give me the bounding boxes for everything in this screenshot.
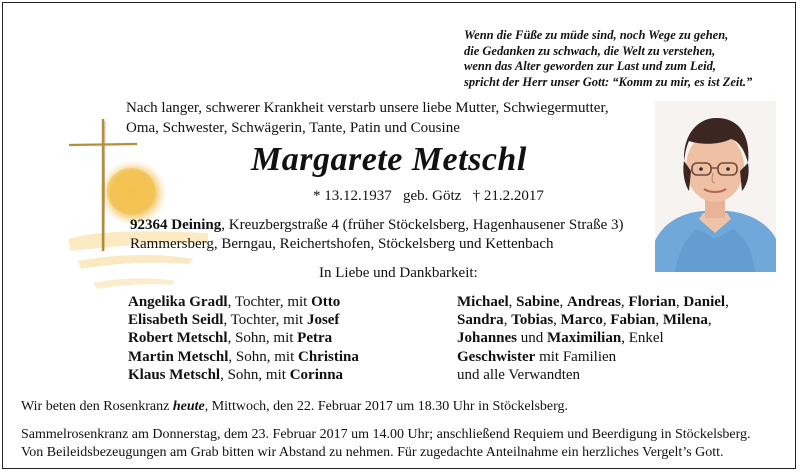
rosary-notice: Wir beten den Rosenkranz heute, Mittwoch, den 22. Februar 2017 um 18.30 Uhr in Stöckelsberg. xyxy=(21,399,569,414)
portrait-photo xyxy=(655,101,776,272)
mourner-row: Martin Metschl, Sohn, mit Christina xyxy=(128,348,359,365)
mourner-row: und alle Verwandten xyxy=(457,366,581,383)
address-places: Rammersberg, Berngau, Reichertshofen, Stöckelsberg und Kettenbach xyxy=(130,235,554,252)
mourner-row: Johannes und Maximilian, Enkel xyxy=(457,330,664,347)
mourner-row: Geschwister mit Familien xyxy=(457,348,617,365)
portrait-image xyxy=(655,101,776,272)
mourner-row: Angelika Gradl, Tochter, mit Otto xyxy=(128,294,341,310)
quote-line: Wenn die Füße zu müde sind, noch Wege zu gehen, xyxy=(464,28,729,42)
memorial-quote xyxy=(464,28,752,90)
address-street: , Kreuzbergstraße 4 (früher Stöckelsberg, Hagenhausener Straße 3) xyxy=(221,217,624,233)
intro-line: Nach langer, schwerer Krankheit verstarb unsere liebe Mutter, Schwiegermutter, xyxy=(126,100,609,116)
service-line: Von Beileidsbezeugungen am Grab bitten wir Abstand zu nehmen. Für zugedachte Anteilnahme ein herzliches Vergelt’s Gott. xyxy=(21,444,724,460)
life-dates: * 13.12.1937 geb. Götz † 21.2.2017 xyxy=(313,188,544,204)
address-block xyxy=(130,216,623,253)
mourner-row: Elisabeth Seidl, Tochter, mit Josef xyxy=(128,312,340,329)
quote-line: spricht der Herr unser Gott: “Komm zu mir, es ist Zeit.” xyxy=(464,74,753,89)
obituary-card xyxy=(2,2,796,469)
mourners-intro: In Liebe und Dankbarkeit: xyxy=(319,265,478,281)
address-city: 92364 Deining xyxy=(130,217,222,233)
rosary-emphasis: heute xyxy=(172,399,205,414)
quote-line: die Gedanken zu schwach, die Welt zu verstehen, xyxy=(464,43,716,58)
intro-text xyxy=(126,98,609,138)
service-notice xyxy=(21,426,751,461)
mourner-row: Klaus Metschl, Sohn, mit Corinna xyxy=(128,366,344,383)
quote-line: wenn das Alter geworden zur Last und zum Leid, xyxy=(464,59,717,74)
deceased-name: Margarete Metschl xyxy=(251,141,527,178)
mourners-left-list xyxy=(128,293,359,384)
mourner-row: Robert Metschl, Sohn, mit Petra xyxy=(128,330,333,347)
mourner-row: Michael, Sabine, Andreas, Florian, Daniel, xyxy=(457,294,729,310)
mourners-right-list xyxy=(457,293,729,384)
intro-line: Oma, Schwester, Schwägerin, Tante, Patin und Cousine xyxy=(126,120,460,136)
cross-with-sun-icon xyxy=(63,111,213,296)
mourner-row: Sandra, Tobias, Marco, Fabian, Milena, xyxy=(457,312,712,329)
service-line: Sammelrosenkranz am Donnerstag, dem 23. Februar 2017 um 14.00 Uhr; anschließend Requiem und Beerdigung in Stöckelsberg. xyxy=(21,427,751,442)
